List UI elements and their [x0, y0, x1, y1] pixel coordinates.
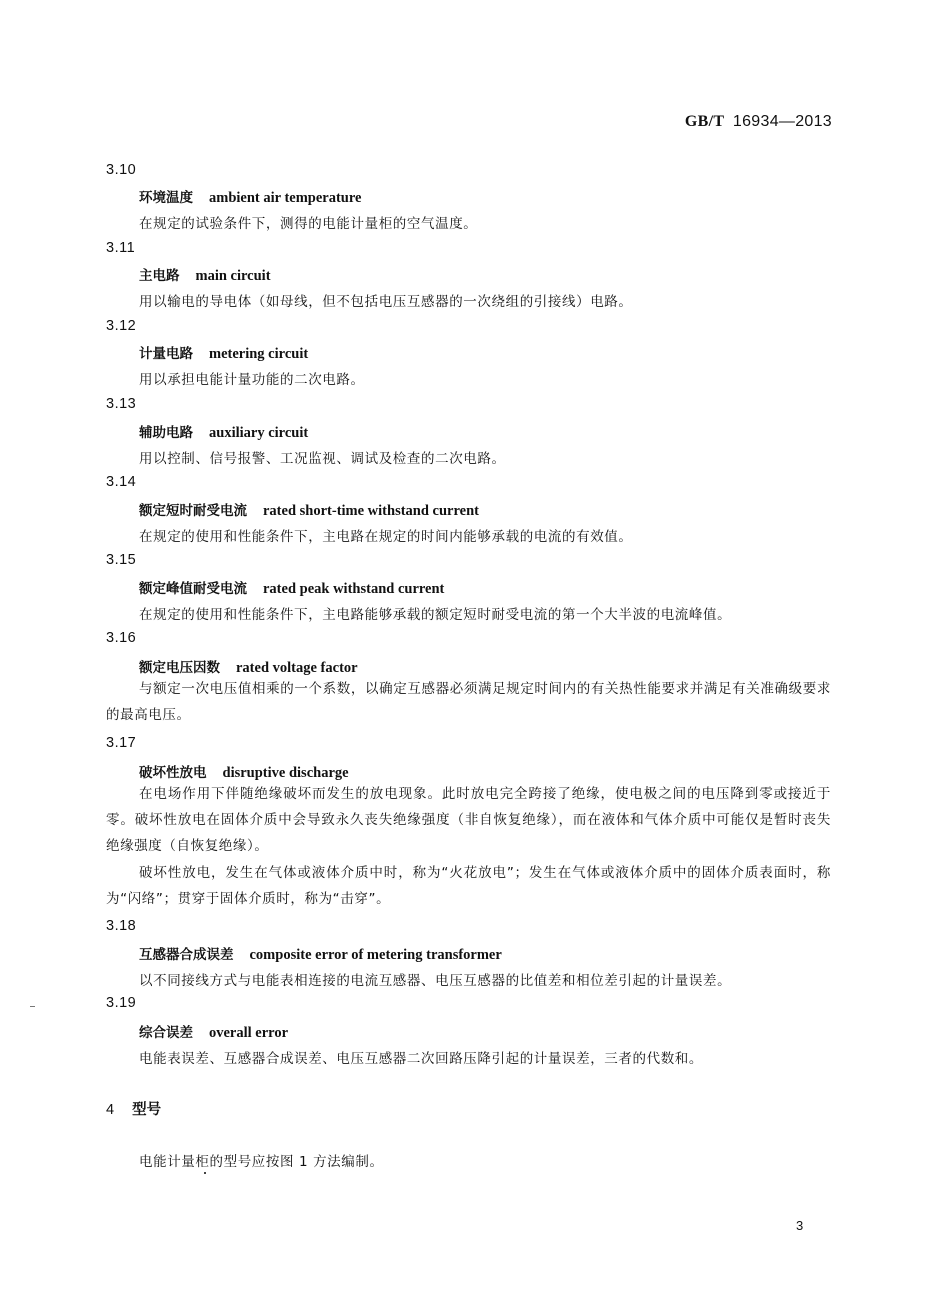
clause-number: 3.18	[106, 918, 137, 934]
term-definition-note: 破坏性放电，发生在气体或液体介质中时，称为“火花放电”；发生在气体或液体介质中的固体介质表面时，称为“闪络”；贯穿于固体介质时，称为“击穿”。	[106, 865, 831, 907]
term-definition: 在规定的使用和性能条件下，主电路能够承载的额定短时耐受电流的第一个大半波的电流峰值。	[139, 607, 732, 623]
term-heading	[139, 186, 361, 207]
term-heading	[139, 1021, 288, 1042]
term-zh: 互感器合成误差	[139, 947, 234, 963]
standard-number: 16934—2013	[732, 113, 832, 130]
clause-number: 3.17	[106, 735, 137, 751]
section-body: 电能计量柜的型号应按图 1 方法编制。	[139, 1154, 384, 1170]
term-heading	[139, 577, 444, 598]
clause-number: 3.19	[106, 995, 137, 1011]
term-definition: 在规定的使用和性能条件下，主电路在规定的时间内能够承载的电流的有效值。	[139, 529, 633, 545]
clause-number: 3.15	[106, 552, 137, 568]
term-definition: 电能表误差、互感器合成误差、电压互感器二次回路压降引起的计量误差，三者的代数和。	[139, 1051, 703, 1067]
term-definition: 用以输电的导电体（如母线，但不包括电压互感器的一次绕组的引接线）电路。	[139, 294, 633, 310]
standard-prefix: GB/T	[684, 113, 725, 130]
term-zh: 环境温度	[139, 190, 193, 206]
term-definition: 在电场作用下伴随绝缘破坏而发生的放电现象。此时放电完全跨接了绝缘，使电极之间的电压降到零或接近于零。破坏性放电在固体介质中会导致永久丧失绝缘强度（非自恢复绝缘），而在液体和气体介质中可能仅是暂时丧失绝缘强度（自恢复绝缘）。	[106, 786, 831, 854]
term-definition: 与额定一次电压值相乘的一个系数，以确定互感器必须满足规定时间内的有关热性能要求并满足有关准确级要求的最高电压。	[106, 681, 831, 723]
term-heading	[139, 421, 308, 442]
term-en: auxiliary circuit	[209, 425, 309, 441]
term-zh: 综合误差	[139, 1025, 193, 1041]
term-definition: 以不同接线方式与电能表相连接的电流互感器、电压互感器的比值差和相位差引起的计量误差。	[139, 973, 732, 989]
section-title: 型号	[132, 1102, 162, 1118]
term-en: rated peak withstand current	[263, 581, 445, 597]
term-en: overall error	[209, 1025, 289, 1041]
clause-number: 3.11	[106, 240, 136, 256]
standard-code	[685, 113, 832, 131]
term-heading	[139, 264, 271, 285]
term-zh: 辅助电路	[139, 425, 193, 441]
term-zh: 主电路	[139, 268, 180, 284]
term-zh: 额定峰值耐受电流	[139, 581, 247, 597]
clause-number: 3.12	[106, 318, 137, 334]
term-definition: 用以承担电能计量功能的二次电路。	[139, 372, 365, 388]
section-heading	[106, 1098, 161, 1119]
term-definition: 用以控制、信号报警、工况监视、调试及检查的二次电路。	[139, 451, 506, 467]
clause-number: 3.10	[106, 162, 137, 178]
page-number: 3	[796, 1218, 804, 1233]
term-en: rated voltage factor	[236, 660, 358, 676]
term-heading	[139, 499, 479, 520]
term-en: ambient air temperature	[209, 190, 362, 206]
term-en: disruptive discharge	[222, 765, 349, 781]
section-number: 4	[106, 1102, 115, 1118]
term-en: rated short-time withstand current	[263, 503, 479, 519]
clause-number: 3.14	[106, 474, 137, 490]
term-zh: 破坏性放电	[139, 765, 207, 781]
term-en: metering circuit	[209, 346, 309, 362]
term-en: main circuit	[195, 268, 271, 284]
clause-number: 3.13	[106, 396, 137, 412]
margin-mark	[30, 1006, 35, 1007]
clause-number: 3.16	[106, 630, 137, 646]
term-zh: 额定电压因数	[139, 660, 220, 676]
term-heading	[139, 342, 308, 363]
term-definition: 在规定的试验条件下，测得的电能计量柜的空气温度。	[139, 216, 478, 232]
term-heading	[139, 761, 349, 782]
term-zh: 额定短时耐受电流	[139, 503, 247, 519]
scan-speck	[204, 1172, 206, 1174]
term-heading	[139, 656, 358, 677]
term-heading	[139, 943, 502, 964]
term-en: composite error of metering transformer	[249, 947, 502, 963]
term-zh: 计量电路	[139, 346, 193, 362]
